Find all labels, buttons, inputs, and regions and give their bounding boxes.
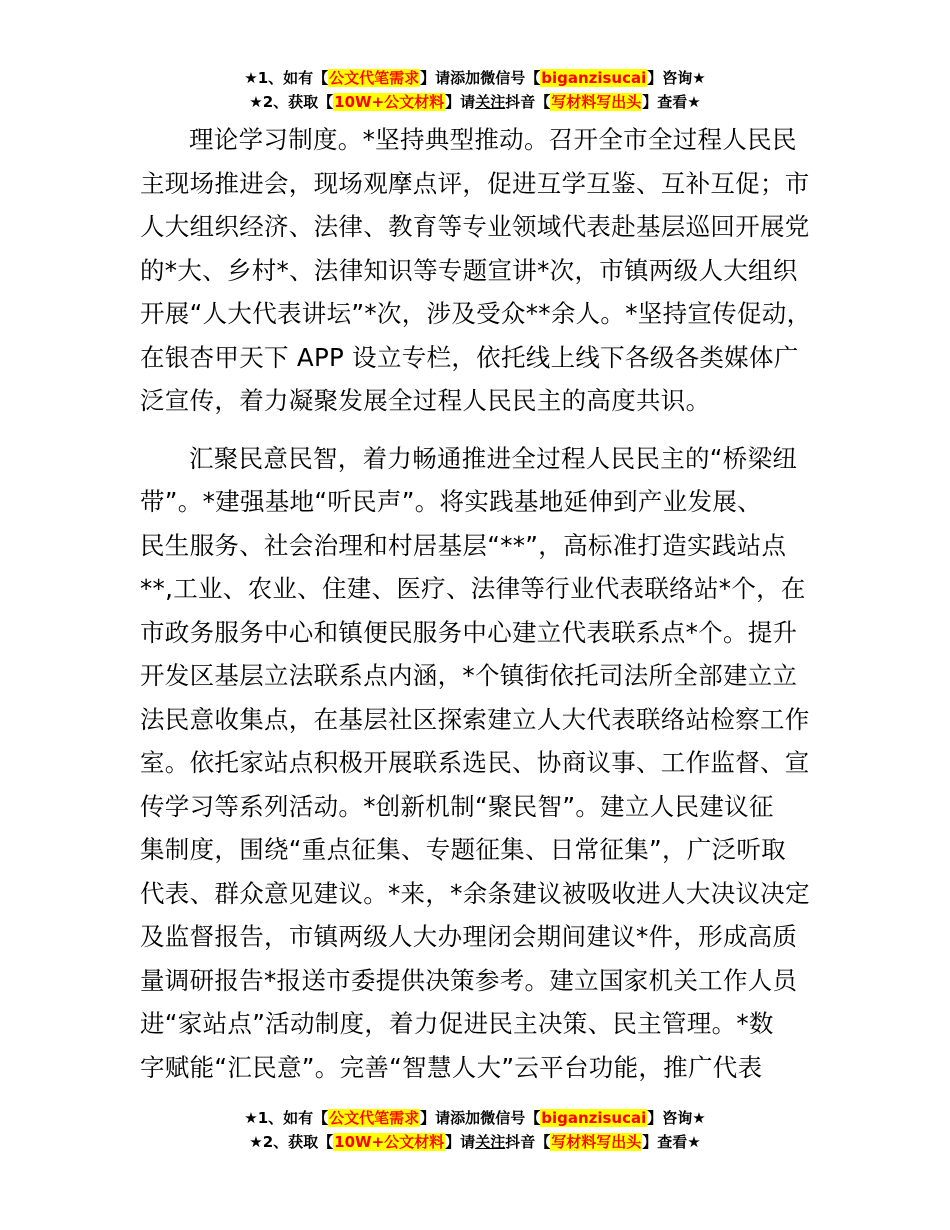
banner-line-2 (0, 90, 950, 114)
banner-text: 微信号【 (480, 1109, 541, 1127)
text-line: 带”。*建强基地“听民声”。将实践基地延伸到产业发展、 (140, 487, 762, 516)
banner-text: 】请 (445, 1133, 476, 1151)
banner-text: 抖音【 (505, 1133, 551, 1151)
footer-banner (0, 1106, 950, 1154)
text-line: 民生服务、社会治理和村居基层“**”，高标准打造实践站点 (140, 530, 787, 560)
paragraph-gap (140, 423, 840, 437)
banner-text: 】请添加 (420, 1109, 481, 1127)
underlined-follow: 关注 (475, 1133, 506, 1151)
text-line: 汇聚民意民智，着力畅通推进全过程人民民主的“桥梁纽 (189, 443, 798, 473)
star-icon: ★ (692, 1109, 706, 1127)
star-icon: ★ (244, 1109, 258, 1127)
text-line: 开发区基层立法联系点内涵，*个镇街依托司法所全部建立立 (140, 661, 798, 690)
text-line: 主现场推进会，现场观摩点评，促进互学互鉴、互补互促；市 (140, 168, 810, 198)
banner-text: 1、如有【 (257, 1109, 329, 1127)
star-icon: ★ (249, 1133, 263, 1151)
text-line: **,工业、农业、住建、医疗、法律等行业代表联络站*个，在 (140, 574, 806, 603)
text-line: 人大组织经济、法律、教育等专业领域代表赴基层巡回开展党 (140, 212, 810, 241)
banner-line-1 (0, 1106, 950, 1130)
text-line: 字赋能“汇民意”。完善“智慧人大”云平台功能，推广代表 (140, 1052, 763, 1082)
highlight-service: 公文代笔需求 (329, 69, 420, 87)
text-line: 量调研报告*报送市委提供决策参考。建立国家机关工作人员 (140, 965, 798, 995)
header-banner (0, 66, 950, 114)
banner-text: 抖音【 (505, 93, 551, 111)
text-line: 在银杏甲天下 APP 设立专栏，依托线上线下各级各类媒体广 (140, 342, 799, 372)
star-icon: ★ (249, 93, 263, 111)
banner-text: 微信号【 (480, 69, 541, 87)
paragraph (140, 437, 840, 1090)
text-line: 理论学习制度。*坚持典型推动。召开全市全过程人民民 (189, 125, 797, 154)
banner-text: 】请 (445, 93, 476, 111)
banner-text: 】查看 (642, 93, 688, 111)
banner-line-1 (0, 66, 950, 90)
highlight-account: 写材料写出头 (551, 1133, 642, 1151)
text-line: 室。依托家站点积极开展联系选民、协商议事、工作监督、宣 (140, 748, 810, 777)
highlight-materials: 10W+公文材料 (334, 93, 445, 111)
banner-text: 】请添加 (420, 69, 481, 87)
underlined-follow: 关注 (475, 93, 506, 111)
star-icon: ★ (244, 69, 258, 87)
star-icon: ★ (692, 69, 706, 87)
banner-text: 】查看 (642, 1133, 688, 1151)
highlight-account: 写材料写出头 (551, 93, 642, 111)
text-line: 开展“人大代表讲坛”*次，涉及受众**余人。*坚持宣传促动， (140, 299, 812, 328)
banner-text: 】咨询 (647, 69, 693, 87)
text-line: 的*大、乡村*、法律知识等专题宣讲*次，市镇两级人大组织 (140, 255, 798, 285)
star-icon: ★ (687, 1133, 701, 1151)
document-body (140, 118, 840, 1089)
paragraph (140, 118, 840, 423)
highlight-wechat-id: biganzisucai (541, 1109, 647, 1127)
banner-text: 1、如有【 (257, 69, 329, 87)
text-line: 市政务服务中心和镇便民服务中心建立代表联系点*个。提升 (140, 617, 798, 647)
text-line: 传学习等系列活动。*创新机制“聚民智”。建立人民建议征 (140, 791, 774, 821)
banner-text: 2、获取【 (262, 93, 334, 111)
text-line: 法民意收集点，在基层社区探索建立人大代表联络站检察工作 (140, 704, 810, 734)
banner-text: 】咨询 (647, 1109, 693, 1127)
highlight-service: 公文代笔需求 (329, 1109, 420, 1127)
text-line: 代表、群众意见建议。*来，*余条建议被吸收进人大决议决定 (140, 878, 810, 908)
text-line: 及监督报告，市镇两级人大办理闭会期间建议*件，形成高质 (140, 922, 798, 951)
star-icon: ★ (687, 93, 701, 111)
text-line: 泛宣传，着力凝聚发展全过程人民民主的高度共识。 (140, 386, 711, 415)
banner-line-2 (0, 1130, 950, 1154)
text-line: 集制度，围绕“重点征集、专题征集、日常征集”，广泛听取 (140, 835, 786, 864)
text-line: 进“家站点”活动制度，着力促进民主决策、民主管理。*数 (140, 1009, 774, 1038)
banner-text: 2、获取【 (262, 1133, 334, 1151)
highlight-wechat-id: biganzisucai (541, 69, 647, 87)
highlight-materials: 10W+公文材料 (334, 1133, 445, 1151)
